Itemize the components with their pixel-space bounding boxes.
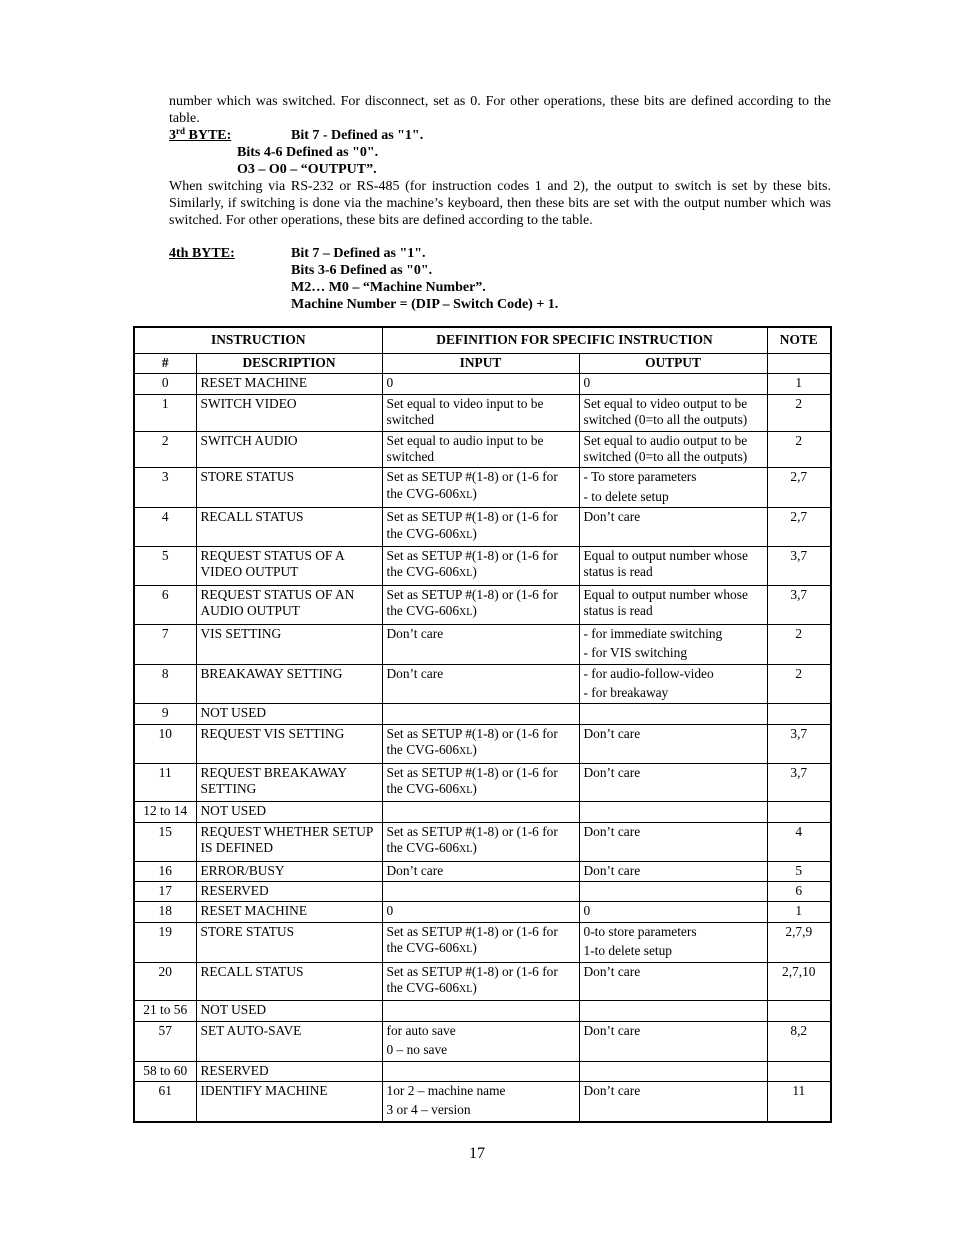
instruction-input — [382, 374, 579, 394]
instruction-input — [382, 1061, 579, 1081]
model-suffix: XL — [459, 984, 473, 995]
instruction-description: VIS SETTING — [196, 624, 382, 664]
instruction-note: 4 — [767, 822, 831, 861]
table-row — [134, 861, 831, 881]
table-row — [134, 724, 831, 763]
instruction-output — [579, 1061, 767, 1081]
instruction-note: 2,7,9 — [767, 922, 831, 962]
instruction-description: REQUEST WHETHER SETUP IS DEFINED — [196, 822, 382, 861]
byte4-bits3-6: Bits 3-6 Defined as "0". — [291, 263, 433, 278]
instruction-description: RESERVED — [196, 881, 382, 901]
instruction-note: 1 — [767, 374, 831, 394]
table-row — [134, 881, 831, 901]
input-line: Don’t care — [386, 862, 444, 878]
instruction-note — [767, 704, 831, 724]
output-line: 0 — [583, 375, 591, 391]
instruction-description: RESET MACHINE — [196, 374, 382, 394]
instruction-description: ERROR/BUSY — [196, 861, 382, 881]
output-line: 0 — [583, 903, 591, 919]
instruction-input — [382, 704, 579, 724]
input-line: Set as SETUP #(1-8) or (1-6 for the CVG-606XL) — [386, 963, 558, 995]
output-line: Don’t care — [583, 725, 641, 741]
table-row — [134, 547, 831, 586]
instruction-note — [767, 802, 831, 822]
instruction-input — [382, 664, 579, 704]
input-line: Set as SETUP #(1-8) or (1-6 for the CVG-606XL) — [386, 509, 558, 541]
input-line: 1or 2 – machine name — [386, 1083, 506, 1099]
instruction-description: NOT USED — [196, 1001, 382, 1021]
instruction-input — [382, 724, 579, 763]
byte3-label — [169, 127, 231, 144]
byte3-label-number: 3 — [169, 128, 176, 143]
input-line: Set as SETUP #(1-8) or (1-6 for the CVG-606XL) — [386, 923, 558, 956]
instruction-number: 18 — [134, 902, 196, 922]
instruction-number: 7 — [134, 624, 196, 664]
output-line: Don’t care — [583, 509, 641, 525]
input-line: 0 – no save — [386, 1042, 448, 1058]
instruction-number: 3 — [134, 468, 196, 508]
instruction-number: 20 — [134, 962, 196, 1001]
byte3-paragraph: When switching via RS-232 or RS-485 (for instruction codes 1 and 2), the output to switch is set by these bits. Similarly, if switching is done via the machine’s keyboard, then these bits are set with the output number which was switched. For other operations, these bits are defined according to the table. — [169, 179, 831, 228]
byte4-line-0 — [169, 245, 831, 262]
instruction-input — [382, 962, 579, 1001]
input-line: 0 — [386, 375, 394, 391]
model-suffix: XL — [459, 944, 473, 956]
table-row — [134, 374, 831, 394]
output-line: Equal to output number whose status is read — [583, 548, 748, 580]
output-line: - for immediate switching — [583, 625, 723, 641]
table-row — [134, 1001, 831, 1021]
model-suffix: XL — [459, 489, 473, 501]
instruction-note: 2 — [767, 624, 831, 664]
instruction-description: RECALL STATUS — [196, 962, 382, 1001]
instruction-number: 17 — [134, 881, 196, 901]
instruction-output — [579, 585, 767, 624]
table-row — [134, 468, 831, 508]
header-input: INPUT — [382, 354, 579, 374]
instruction-input — [382, 1082, 579, 1122]
input-line: for auto save — [386, 1022, 456, 1038]
instruction-note: 2,7 — [767, 468, 831, 508]
instruction-description: IDENTIFY MACHINE — [196, 1082, 382, 1122]
output-line: - for audio-follow-video — [583, 665, 714, 681]
instruction-output — [579, 704, 767, 724]
table-row — [134, 902, 831, 922]
instruction-output — [579, 922, 767, 962]
spacer — [169, 229, 831, 245]
instruction-output — [579, 861, 767, 881]
instruction-note: 2 — [767, 431, 831, 468]
byte3-bits4-6: Bits 4-6 Defined as "0". — [237, 145, 379, 160]
instruction-input — [382, 861, 579, 881]
instruction-output — [579, 394, 767, 431]
output-line: - for breakaway — [583, 684, 669, 700]
table-row — [134, 704, 831, 724]
instruction-input — [382, 624, 579, 664]
instruction-number: 12 to 14 — [134, 802, 196, 822]
byte4-line-3 — [169, 296, 831, 313]
instruction-description: REQUEST BREAKAWAY SETTING — [196, 763, 382, 802]
instruction-description: REQUEST VIS SETTING — [196, 724, 382, 763]
instruction-number: 11 — [134, 763, 196, 802]
instruction-note: 1 — [767, 902, 831, 922]
header-note: NOTE — [767, 327, 831, 354]
instruction-output — [579, 468, 767, 508]
table-row — [134, 962, 831, 1001]
instruction-description: BREAKAWAY SETTING — [196, 664, 382, 704]
output-line: Don’t care — [583, 862, 641, 878]
table-row — [134, 585, 831, 624]
output-line: Don’t care — [583, 963, 641, 979]
instruction-number: 10 — [134, 724, 196, 763]
byte4-line-1 — [169, 262, 831, 279]
model-suffix: XL — [459, 784, 473, 796]
instruction-output — [579, 962, 767, 1001]
input-line: Set as SETUP #(1-8) or (1-6 for the CVG-606XL) — [386, 586, 558, 619]
table-body — [134, 374, 831, 1122]
model-suffix: XL — [459, 746, 473, 758]
byte3-line-2 — [169, 161, 831, 178]
instruction-number: 61 — [134, 1082, 196, 1122]
instruction-input — [382, 902, 579, 922]
instruction-input — [382, 1021, 579, 1061]
model-suffix: XL — [459, 844, 473, 856]
page-content — [169, 93, 831, 313]
instruction-input — [382, 431, 579, 468]
input-line: Don’t care — [386, 625, 444, 641]
byte3-line-0 — [169, 127, 831, 144]
instruction-description: REQUEST STATUS OF AN AUDIO OUTPUT — [196, 585, 382, 624]
output-line: Don’t care — [583, 823, 641, 839]
intro-paragraph: number which was switched. For disconnect, set as 0. For other operations, these bits are defined according to the table. — [169, 94, 831, 126]
header-output: OUTPUT — [579, 354, 767, 374]
input-line: 0 — [386, 903, 394, 919]
input-line: Set as SETUP #(1-8) or (1-6 for the CVG-606XL) — [386, 548, 558, 580]
input-line: Set as SETUP #(1-8) or (1-6 for the CVG-606XL) — [386, 469, 558, 501]
instruction-number: 15 — [134, 822, 196, 861]
table-row — [134, 1061, 831, 1081]
instruction-output — [579, 547, 767, 586]
header-note-blank — [767, 354, 831, 374]
instruction-input — [382, 585, 579, 624]
instruction-number: 0 — [134, 374, 196, 394]
input-line: 3 or 4 – version — [386, 1102, 471, 1118]
output-line: Set equal to video output to be switched (0=to all the outputs) — [583, 395, 748, 428]
table-row — [134, 508, 831, 547]
header-description: DESCRIPTION — [196, 354, 382, 374]
instruction-note: 6 — [767, 881, 831, 901]
instruction-note: 3,7 — [767, 585, 831, 624]
instruction-output — [579, 1021, 767, 1061]
table-header-row-2 — [134, 354, 831, 374]
table-row — [134, 922, 831, 962]
instruction-number: 5 — [134, 547, 196, 586]
instruction-output — [579, 374, 767, 394]
instruction-number: 16 — [134, 861, 196, 881]
instruction-output — [579, 763, 767, 802]
instruction-description: REQUEST STATUS OF A VIDEO OUTPUT — [196, 547, 382, 586]
instruction-output — [579, 724, 767, 763]
output-line: Set equal to audio output to be switched (0=to all the outputs) — [583, 432, 748, 465]
instruction-output — [579, 822, 767, 861]
table-row — [134, 822, 831, 861]
instruction-number: 9 — [134, 704, 196, 724]
instruction-input — [382, 1001, 579, 1021]
instruction-number: 6 — [134, 585, 196, 624]
model-suffix: XL — [459, 607, 473, 619]
byte4-block — [169, 245, 831, 313]
instruction-output — [579, 508, 767, 547]
instruction-output — [579, 624, 767, 664]
instruction-output — [579, 664, 767, 704]
output-line: Equal to output number whose status is read — [583, 586, 748, 619]
output-line: Don’t care — [583, 764, 641, 780]
instruction-note — [767, 1001, 831, 1021]
instruction-number: 4 — [134, 508, 196, 547]
instruction-description: NOT USED — [196, 802, 382, 822]
instruction-note: 2,7,10 — [767, 962, 831, 1001]
instruction-number: 8 — [134, 664, 196, 704]
byte4-label: 4th BYTE: — [169, 246, 235, 261]
instruction-number: 2 — [134, 431, 196, 468]
model-suffix: XL — [459, 529, 473, 541]
instruction-description: SWITCH AUDIO — [196, 431, 382, 468]
instruction-input — [382, 468, 579, 508]
table-row — [134, 763, 831, 802]
model-suffix: XL — [459, 568, 473, 580]
instruction-output — [579, 1001, 767, 1021]
instruction-input — [382, 822, 579, 861]
output-line: - To store parameters — [583, 469, 697, 485]
input-line: Set as SETUP #(1-8) or (1-6 for the CVG-606XL) — [386, 725, 558, 758]
instruction-input — [382, 394, 579, 431]
byte4-machine-number: M2… M0 – “Machine Number”. — [291, 280, 486, 295]
instruction-output — [579, 881, 767, 901]
input-line: Don’t care — [386, 665, 444, 681]
input-line: Set equal to audio input to be switched — [386, 432, 544, 465]
instruction-description: RESET MACHINE — [196, 902, 382, 922]
table-row — [134, 431, 831, 468]
input-line: Set as SETUP #(1-8) or (1-6 for the CVG-606XL) — [386, 764, 558, 796]
byte3-output: O3 – O0 – “OUTPUT”. — [237, 162, 377, 177]
byte3-line-1 — [169, 144, 831, 161]
instruction-output — [579, 802, 767, 822]
table-row — [134, 802, 831, 822]
instruction-description: NOT USED — [196, 704, 382, 724]
table-row — [134, 664, 831, 704]
instruction-note: 3,7 — [767, 724, 831, 763]
instruction-input — [382, 881, 579, 901]
header-definition: DEFINITION FOR SPECIFIC INSTRUCTION — [382, 327, 767, 354]
instruction-description: RECALL STATUS — [196, 508, 382, 547]
instruction-note: 8,2 — [767, 1021, 831, 1061]
header-number: # — [134, 354, 196, 374]
output-line: Don’t care — [583, 1022, 641, 1038]
output-line: Don’t care — [583, 1083, 641, 1099]
table-header-row-1 — [134, 327, 831, 354]
instruction-input — [382, 508, 579, 547]
instruction-note: 3,7 — [767, 763, 831, 802]
byte4-bit7: Bit 7 – Defined as "1". — [291, 246, 426, 261]
instruction-output — [579, 431, 767, 468]
byte3-block — [169, 127, 831, 178]
instruction-input — [382, 763, 579, 802]
input-line: Set equal to video input to be switched — [386, 395, 544, 428]
byte4-formula: Machine Number = (DIP – Switch Code) + 1. — [291, 297, 559, 312]
instruction-number: 19 — [134, 922, 196, 962]
instruction-note: 2 — [767, 664, 831, 704]
instruction-description: STORE STATUS — [196, 468, 382, 508]
output-line: - to delete setup — [583, 488, 669, 504]
table-row — [134, 1082, 831, 1122]
instruction-output — [579, 1082, 767, 1122]
instruction-note: 2,7 — [767, 508, 831, 547]
instruction-description: SET AUTO-SAVE — [196, 1021, 382, 1061]
instruction-input — [382, 802, 579, 822]
byte3-label-sup: rd — [176, 126, 185, 136]
instruction-input — [382, 922, 579, 962]
header-instruction: INSTRUCTION — [134, 327, 382, 354]
instruction-description: RESERVED — [196, 1061, 382, 1081]
instruction-note — [767, 1061, 831, 1081]
output-line: 1-to delete setup — [583, 943, 672, 959]
instruction-number: 58 to 60 — [134, 1061, 196, 1081]
table-row — [134, 624, 831, 664]
instruction-note: 2 — [767, 394, 831, 431]
instruction-table — [133, 326, 832, 1123]
input-line: Set as SETUP #(1-8) or (1-6 for the CVG-606XL) — [386, 823, 558, 856]
instruction-input — [382, 547, 579, 586]
instruction-description: STORE STATUS — [196, 922, 382, 962]
instruction-number: 57 — [134, 1021, 196, 1061]
instruction-note: 5 — [767, 861, 831, 881]
output-line: - for VIS switching — [583, 645, 688, 661]
table-row — [134, 394, 831, 431]
output-line: 0-to store parameters — [583, 923, 697, 939]
instruction-number: 21 to 56 — [134, 1001, 196, 1021]
byte3-label-text: BYTE: — [185, 128, 232, 143]
instruction-note: 11 — [767, 1082, 831, 1122]
page-number: 17 — [469, 1145, 485, 1162]
byte3-bit7: Bit 7 - Defined as "1". — [291, 128, 424, 143]
instruction-description: SWITCH VIDEO — [196, 394, 382, 431]
instruction-output — [579, 902, 767, 922]
instruction-number: 1 — [134, 394, 196, 431]
instruction-note: 3,7 — [767, 547, 831, 586]
byte4-line-2 — [169, 279, 831, 296]
table-row — [134, 1021, 831, 1061]
